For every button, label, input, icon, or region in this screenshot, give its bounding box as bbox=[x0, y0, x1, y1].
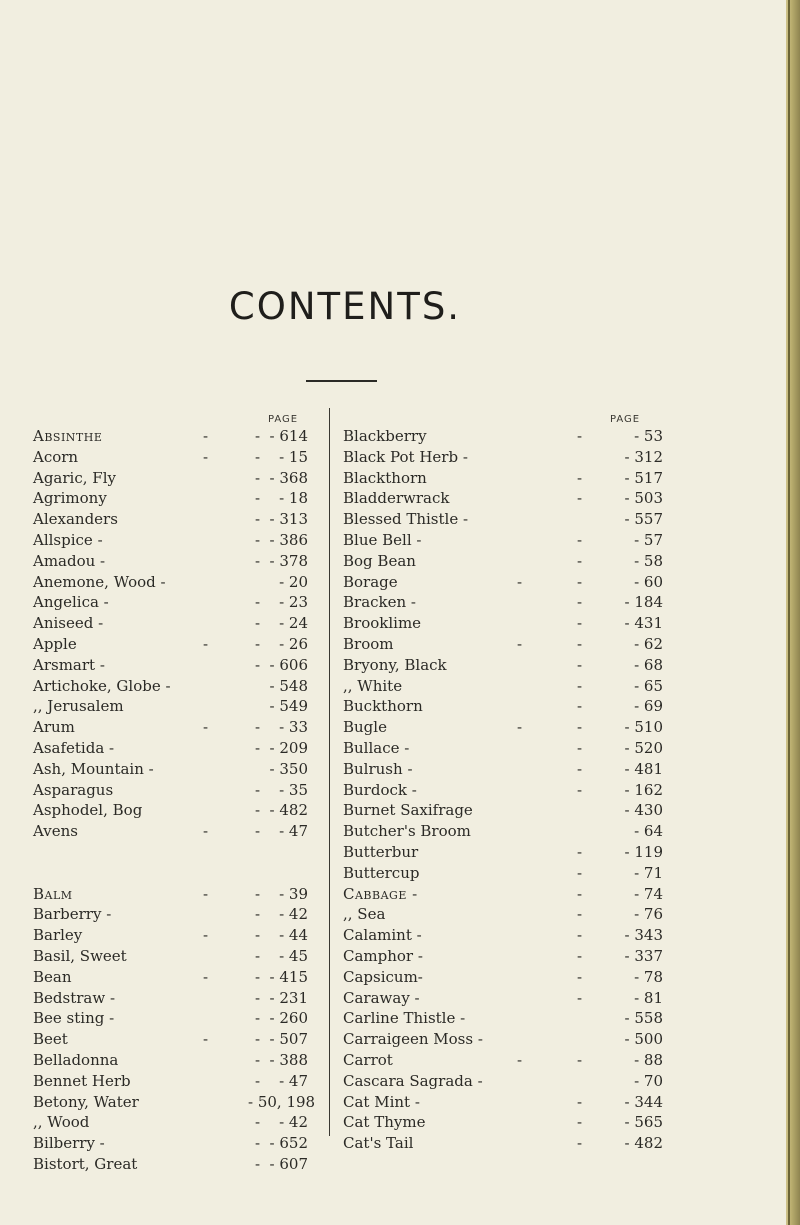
entry-name: Carraigeen Moss - bbox=[343, 1030, 483, 1049]
entry-page-number: - 71 bbox=[634, 863, 663, 882]
index-entry bbox=[33, 468, 308, 489]
right-page-header: PAGE bbox=[610, 414, 641, 425]
entry-name: Camphor - bbox=[343, 946, 423, 965]
entry-page-number: - 69 bbox=[634, 697, 663, 716]
leader-dash: - bbox=[203, 822, 209, 841]
entry-name: Capsicum- bbox=[343, 967, 423, 986]
index-entry bbox=[33, 572, 308, 593]
entry-page-number: - 507 bbox=[269, 1030, 308, 1049]
entry-name: Buckthorn bbox=[343, 697, 423, 716]
entry-page-number: - 350 bbox=[269, 759, 308, 778]
index-entry bbox=[33, 1133, 308, 1154]
column-divider bbox=[329, 408, 330, 1136]
index-entry bbox=[33, 488, 308, 509]
entry-name: Burdock - bbox=[343, 780, 417, 799]
entry-page-number: - 42 bbox=[279, 1113, 308, 1132]
entry-page-number: - 119 bbox=[624, 842, 663, 861]
index-entry bbox=[33, 1092, 316, 1113]
index-entry bbox=[33, 1112, 308, 1133]
index-entry bbox=[343, 884, 663, 905]
entry-page-number: - 549 bbox=[269, 697, 308, 716]
entry-name: Blackberry bbox=[343, 427, 427, 445]
index-entry bbox=[33, 800, 308, 821]
leader-dash: - bbox=[203, 1030, 209, 1049]
leader-dash: - bbox=[517, 634, 523, 653]
entry-page-number: - 482 bbox=[624, 1134, 663, 1153]
entry-page-number: - 60 bbox=[634, 572, 663, 591]
entry-page-number: - 76 bbox=[634, 905, 663, 924]
index-entry bbox=[33, 1071, 308, 1092]
entry-page-number: - 44 bbox=[279, 926, 308, 945]
entry-name: Arsmart - bbox=[33, 655, 105, 674]
index-entry bbox=[343, 821, 663, 842]
entry-page-number: - 614 bbox=[269, 427, 308, 445]
entry-page-number: - 431 bbox=[624, 614, 663, 633]
leader-dash: - bbox=[255, 967, 261, 986]
entry-page-number: - 78 bbox=[634, 967, 663, 986]
entry-name: Carline Thistle - bbox=[343, 1009, 466, 1028]
entry-name: Alexanders bbox=[33, 510, 118, 529]
index-entry bbox=[343, 447, 663, 468]
index-entry bbox=[343, 780, 663, 801]
index-entry bbox=[33, 447, 308, 468]
entry-page-number: - 517 bbox=[624, 468, 663, 487]
index-entry bbox=[343, 842, 663, 863]
entry-name: Bean bbox=[33, 967, 72, 986]
leader-dash: - bbox=[203, 447, 209, 466]
leader-dash: - bbox=[255, 551, 261, 570]
index-entry bbox=[33, 1029, 308, 1050]
leader-dash: - bbox=[255, 468, 261, 487]
entry-name: Artichoke, Globe - bbox=[33, 676, 171, 695]
entry-page-number: - 35 bbox=[279, 780, 308, 799]
leader-dash: - bbox=[577, 530, 583, 549]
leader-dash: - bbox=[577, 884, 583, 903]
leader-dash: - bbox=[255, 510, 261, 529]
entry-name: Avens bbox=[33, 822, 78, 841]
leader-dash: - bbox=[255, 634, 261, 653]
leader-dash: - bbox=[577, 634, 583, 653]
entry-page-number: - 231 bbox=[269, 988, 308, 1007]
index-entry bbox=[343, 696, 663, 717]
entry-page-number: - 313 bbox=[269, 510, 308, 529]
leader-dash: - bbox=[203, 967, 209, 986]
leader-dash: - bbox=[255, 530, 261, 549]
leader-dash: - bbox=[517, 1050, 523, 1069]
entry-page-number: - 337 bbox=[624, 946, 663, 965]
entry-page-number: - 378 bbox=[269, 551, 308, 570]
entry-name: Agrimony bbox=[33, 489, 107, 508]
entry-name: Bedstraw - bbox=[33, 988, 116, 1007]
entry-page-number: - 26 bbox=[279, 634, 308, 653]
entry-page-number: - 209 bbox=[269, 738, 308, 757]
index-entry bbox=[343, 1050, 663, 1071]
leader-dash: - bbox=[255, 1030, 261, 1049]
entry-page-number: - 42 bbox=[279, 905, 308, 924]
index-entry bbox=[343, 717, 663, 738]
index-entry bbox=[343, 904, 663, 925]
leader-dash: - bbox=[577, 468, 583, 487]
entry-name: Black Pot Herb - bbox=[343, 447, 468, 466]
leader-dash: - bbox=[255, 1113, 261, 1132]
leader-dash: - bbox=[255, 946, 261, 965]
entry-page-number: - 481 bbox=[624, 759, 663, 778]
index-entry bbox=[343, 1092, 663, 1113]
leader-dash: - bbox=[255, 489, 261, 508]
entry-name: Butterbur bbox=[343, 842, 419, 861]
leader-dash: - bbox=[577, 988, 583, 1007]
index-entry bbox=[33, 884, 308, 905]
entry-page-number: - 57 bbox=[634, 530, 663, 549]
entry-name: Blessed Thistle - bbox=[343, 510, 469, 529]
entry-name: Barberry - bbox=[33, 905, 112, 924]
entry-page-number: - 652 bbox=[269, 1134, 308, 1153]
index-entry bbox=[33, 530, 308, 551]
entry-page-number: - 510 bbox=[624, 718, 663, 737]
left-group-b bbox=[33, 884, 316, 1175]
index-entry bbox=[343, 468, 663, 489]
entry-name: Ash, Mountain - bbox=[33, 759, 154, 778]
leader-dash: - bbox=[577, 863, 583, 882]
entry-page-number: - 50, 198 bbox=[248, 1092, 316, 1111]
index-entry bbox=[343, 655, 663, 676]
entry-name: Anemone, Wood - bbox=[33, 572, 166, 591]
entry-name: Allspice - bbox=[33, 530, 103, 549]
entry-page-number: - 74 bbox=[634, 884, 663, 903]
entry-name: ,, White bbox=[343, 676, 403, 695]
group-gap bbox=[33, 842, 308, 863]
left-group-a bbox=[33, 426, 308, 842]
index-entry bbox=[33, 988, 308, 1009]
leader-dash: - bbox=[577, 551, 583, 570]
leader-dash: - bbox=[255, 780, 261, 799]
index-entry bbox=[343, 551, 663, 572]
index-entry bbox=[343, 759, 663, 780]
entry-page-number: - 64 bbox=[634, 822, 663, 841]
page-title: CONTENTS. bbox=[228, 285, 462, 328]
index-entry bbox=[343, 988, 663, 1009]
entry-page-number: - 33 bbox=[279, 718, 308, 737]
entry-name: Asparagus bbox=[33, 780, 114, 799]
index-entry bbox=[33, 759, 308, 780]
entry-page-number: - 47 bbox=[279, 822, 308, 841]
index-entry bbox=[33, 967, 308, 988]
entry-page-number: - 88 bbox=[634, 1050, 663, 1069]
entry-name: Blackthorn bbox=[343, 468, 427, 487]
leader-dash: - bbox=[577, 489, 583, 508]
index-entry bbox=[33, 655, 308, 676]
entry-page-number: - 415 bbox=[269, 967, 308, 986]
leader-dash: - bbox=[255, 822, 261, 841]
leader-dash: - bbox=[577, 842, 583, 861]
leader-dash: - bbox=[577, 614, 583, 633]
entry-name: Calamint - bbox=[343, 926, 422, 945]
leader-dash: - bbox=[577, 676, 583, 695]
entry-name: Bee sting - bbox=[33, 1009, 115, 1028]
entry-name: Angelica - bbox=[33, 593, 109, 612]
entry-page-number: - 558 bbox=[624, 1009, 663, 1028]
index-entry bbox=[33, 946, 308, 967]
entry-name: Bladderwrack bbox=[343, 489, 450, 508]
leader-dash: - bbox=[577, 1113, 583, 1132]
entry-name: Barley bbox=[33, 926, 83, 945]
entry-name: Bilberry - bbox=[33, 1134, 105, 1153]
right-group-c bbox=[343, 884, 663, 1154]
leader-dash: - bbox=[203, 884, 209, 903]
leader-dash: - bbox=[577, 572, 583, 591]
leader-dash: - bbox=[577, 427, 583, 445]
entry-name: Asafetida - bbox=[33, 738, 115, 757]
entry-page-number: - 503 bbox=[624, 489, 663, 508]
leader-dash: - bbox=[577, 697, 583, 716]
index-entry bbox=[33, 1008, 308, 1029]
entry-page-number: - 47 bbox=[279, 1071, 308, 1090]
entry-name: ,, Wood bbox=[33, 1113, 90, 1132]
entry-name: Belladonna bbox=[33, 1050, 119, 1069]
entry-page-number: - 386 bbox=[269, 530, 308, 549]
entry-page-number: - 482 bbox=[269, 801, 308, 820]
entry-name: Balm bbox=[33, 884, 73, 903]
entry-name: Broom bbox=[343, 634, 394, 653]
leader-dash: - bbox=[577, 655, 583, 674]
index-entry bbox=[343, 1008, 663, 1029]
index-entry bbox=[343, 1112, 663, 1133]
index-entry bbox=[343, 1071, 663, 1092]
entry-page-number: - 45 bbox=[279, 946, 308, 965]
entry-name: Asphodel, Bog bbox=[33, 801, 143, 820]
entry-page-number: - 520 bbox=[624, 738, 663, 757]
entry-page-number: - 430 bbox=[624, 801, 663, 820]
entry-page-number: - 18 bbox=[279, 489, 308, 508]
index-entry bbox=[33, 925, 308, 946]
right-group-b bbox=[343, 426, 663, 884]
index-entry bbox=[343, 613, 663, 634]
entry-name: Cat's Tail bbox=[343, 1134, 414, 1153]
leader-dash: - bbox=[517, 718, 523, 737]
index-entry bbox=[343, 634, 663, 655]
index-entry bbox=[343, 530, 663, 551]
index-entry bbox=[33, 426, 308, 447]
entry-name: Beet bbox=[33, 1030, 68, 1049]
index-entry bbox=[33, 1154, 308, 1175]
entry-page-number: - 548 bbox=[269, 676, 308, 695]
index-entry bbox=[33, 717, 308, 738]
leader-dash: - bbox=[255, 926, 261, 945]
entry-page-number: - 68 bbox=[634, 655, 663, 674]
entry-name: Burnet Saxifrage bbox=[343, 801, 473, 820]
index-entry bbox=[343, 863, 663, 884]
leader-dash: - bbox=[517, 572, 523, 591]
index-entry bbox=[343, 572, 663, 593]
entry-page-number: - 53 bbox=[634, 427, 663, 445]
index-entry bbox=[33, 821, 308, 842]
entry-name: Caraway - bbox=[343, 988, 420, 1007]
entry-page-number: - 81 bbox=[634, 988, 663, 1007]
group-gap bbox=[33, 863, 308, 884]
leader-dash: - bbox=[203, 634, 209, 653]
entry-page-number: - 58 bbox=[634, 551, 663, 570]
entry-page-number: - 606 bbox=[269, 655, 308, 674]
leader-dash: - bbox=[577, 718, 583, 737]
leader-dash: - bbox=[577, 926, 583, 945]
entry-name: Cat Thyme bbox=[343, 1113, 426, 1132]
leader-dash: - bbox=[577, 1050, 583, 1069]
entry-page-number: - 39 bbox=[279, 884, 308, 903]
leader-dash: - bbox=[577, 946, 583, 965]
entry-name: Betony, Water bbox=[33, 1092, 139, 1111]
entry-name: Bog Bean bbox=[343, 551, 416, 570]
leader-dash: - bbox=[255, 1071, 261, 1090]
index-entry bbox=[343, 1029, 663, 1050]
index-entry bbox=[33, 780, 308, 801]
index-entry bbox=[343, 946, 663, 967]
index-entry bbox=[343, 925, 663, 946]
entry-name: Bullace - bbox=[343, 738, 410, 757]
entry-page-number: - 260 bbox=[269, 1009, 308, 1028]
entry-name: Brooklime bbox=[343, 614, 422, 633]
leader-dash: - bbox=[255, 614, 261, 633]
entry-name: Blue Bell - bbox=[343, 530, 422, 549]
entry-page-number: - 20 bbox=[279, 572, 308, 591]
index-entry bbox=[343, 592, 663, 613]
entry-name: ,, Sea bbox=[343, 905, 386, 924]
leader-dash: - bbox=[577, 905, 583, 924]
entry-name: Butcher's Broom bbox=[343, 822, 471, 841]
index-entry bbox=[33, 634, 308, 655]
index-entry bbox=[33, 738, 308, 759]
leader-dash: - bbox=[255, 905, 261, 924]
index-entry bbox=[343, 967, 663, 988]
entry-page-number: - 24 bbox=[279, 614, 308, 633]
entry-name: Basil, Sweet bbox=[33, 946, 127, 965]
entry-name: Arum bbox=[33, 718, 75, 737]
leader-dash: - bbox=[577, 593, 583, 612]
entry-page-number: - 312 bbox=[624, 447, 663, 466]
index-entry bbox=[33, 904, 308, 925]
entry-page-number: - 65 bbox=[634, 676, 663, 695]
leader-dash: - bbox=[577, 1092, 583, 1111]
entry-name: Amadou - bbox=[33, 551, 106, 570]
leader-dash: - bbox=[577, 738, 583, 757]
index-entry bbox=[343, 509, 663, 530]
leader-dash: - bbox=[255, 738, 261, 757]
entry-page-number: - 23 bbox=[279, 593, 308, 612]
entry-name: Absinthe bbox=[33, 427, 103, 445]
leader-dash: - bbox=[203, 427, 209, 445]
leader-dash: - bbox=[255, 655, 261, 674]
entry-name: Cat Mint - bbox=[343, 1092, 420, 1111]
entry-page-number: - 70 bbox=[634, 1071, 663, 1090]
index-entry bbox=[33, 551, 308, 572]
entry-name: Bulrush - bbox=[343, 759, 413, 778]
leader-dash: - bbox=[255, 884, 261, 903]
left-column bbox=[33, 426, 316, 1175]
leader-dash: - bbox=[255, 718, 261, 737]
leader-dash: - bbox=[255, 988, 261, 1007]
right-column bbox=[343, 426, 663, 1154]
leader-dash: - bbox=[255, 1134, 261, 1153]
entry-name: Aniseed - bbox=[33, 614, 104, 633]
leader-dash: - bbox=[577, 780, 583, 799]
leader-dash: - bbox=[203, 718, 209, 737]
entry-page-number: - 184 bbox=[624, 593, 663, 612]
index-entry bbox=[343, 738, 663, 759]
leader-dash: - bbox=[255, 593, 261, 612]
index-entry bbox=[33, 509, 308, 530]
index-entry bbox=[343, 426, 663, 447]
entry-name: Agaric, Fly bbox=[33, 468, 116, 487]
leader-dash: - bbox=[255, 447, 261, 466]
entry-page-number: - 343 bbox=[624, 926, 663, 945]
left-page-header: PAGE bbox=[268, 414, 299, 425]
leader-dash: - bbox=[255, 801, 261, 820]
entry-name: Acorn bbox=[33, 447, 79, 466]
entry-page-number: - 62 bbox=[634, 634, 663, 653]
index-entry bbox=[33, 1050, 308, 1071]
entry-page-number: - 388 bbox=[269, 1050, 308, 1069]
page-edge-line bbox=[788, 0, 790, 1225]
index-entry bbox=[33, 613, 308, 634]
entry-page-number: - 15 bbox=[279, 447, 308, 466]
index-entry bbox=[33, 696, 308, 717]
leader-dash: - bbox=[577, 967, 583, 986]
entry-name: Cabbage - bbox=[343, 884, 418, 903]
leader-dash: - bbox=[203, 926, 209, 945]
entry-name: Apple bbox=[33, 634, 77, 653]
entry-page-number: - 557 bbox=[624, 510, 663, 529]
entry-name: Bugle bbox=[343, 718, 387, 737]
index-entry bbox=[343, 676, 663, 697]
leader-dash: - bbox=[255, 427, 261, 445]
index-entry bbox=[33, 592, 308, 613]
entry-page-number: - 500 bbox=[624, 1030, 663, 1049]
leader-dash: - bbox=[255, 1050, 261, 1069]
entry-name: Bistort, Great bbox=[33, 1154, 138, 1173]
entry-name: Buttercup bbox=[343, 863, 420, 882]
index-entry bbox=[343, 1133, 663, 1154]
entry-page-number: - 565 bbox=[624, 1113, 663, 1132]
entry-name: ,, Jerusalem bbox=[33, 697, 124, 716]
entry-name: Bennet Herb bbox=[33, 1071, 131, 1090]
leader-dash: - bbox=[255, 1009, 261, 1028]
index-entry bbox=[343, 800, 663, 821]
leader-dash: - bbox=[577, 759, 583, 778]
entry-name: Bracken - bbox=[343, 593, 417, 612]
entry-name: Cascara Sagrada - bbox=[343, 1071, 483, 1090]
entry-name: Carrot bbox=[343, 1050, 393, 1069]
index-entry bbox=[343, 488, 663, 509]
leader-dash: - bbox=[255, 1154, 261, 1173]
entry-page-number: - 162 bbox=[624, 780, 663, 799]
entry-page-number: - 344 bbox=[624, 1092, 663, 1111]
index-entry bbox=[33, 676, 308, 697]
title-rule bbox=[306, 380, 377, 382]
entry-page-number: - 607 bbox=[269, 1154, 308, 1173]
entry-name: Bryony, Black bbox=[343, 655, 447, 674]
entry-page-number: - 368 bbox=[269, 468, 308, 487]
entry-name: Borage bbox=[343, 572, 398, 591]
leader-dash: - bbox=[577, 1134, 583, 1153]
